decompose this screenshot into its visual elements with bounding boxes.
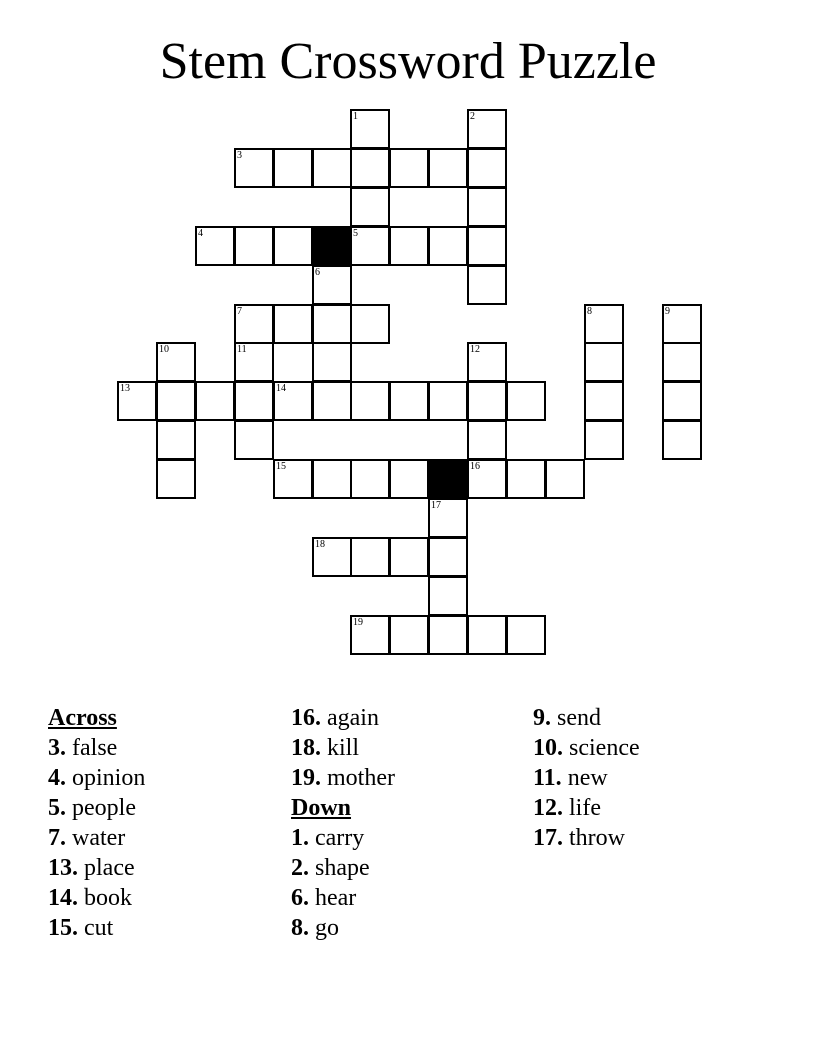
clue-text: place (84, 855, 135, 881)
clue-item (533, 703, 640, 733)
crossword-cell[interactable] (389, 537, 429, 577)
black-square (312, 226, 352, 266)
crossword-cell[interactable] (156, 420, 196, 460)
clue-number-7: 7 (237, 306, 242, 317)
crossword-cell[interactable] (234, 342, 274, 382)
clue-item (291, 733, 395, 763)
clue-number-12: 12 (470, 344, 480, 355)
crossword-cell[interactable] (350, 615, 390, 655)
crossword-cell[interactable] (467, 226, 507, 266)
clue-num: 8. (291, 915, 309, 941)
crossword-cell[interactable] (584, 381, 624, 421)
clue-item (533, 763, 640, 793)
clue-num: 4. (48, 765, 66, 791)
clue-item (291, 913, 395, 943)
clue-number-5: 5 (353, 228, 358, 239)
clue-number-10: 10 (159, 344, 169, 355)
puzzle-title: Stem Crossword Puzzle (159, 33, 657, 90)
crossword-cell[interactable] (234, 304, 274, 344)
crossword-cell[interactable] (584, 304, 624, 344)
clue-number-14: 14 (276, 383, 286, 394)
crossword-cell[interactable] (506, 615, 546, 655)
crossword-cell[interactable] (350, 109, 390, 149)
across-heading: Across (48, 705, 117, 731)
crossword-cell[interactable] (195, 381, 235, 421)
clue-text: book (84, 885, 132, 911)
clue-item (533, 793, 640, 823)
crossword-cell[interactable] (117, 381, 157, 421)
down-heading: Down (291, 795, 352, 821)
clue-num: 14. (48, 885, 78, 911)
crossword-cell[interactable] (273, 148, 313, 188)
crossword-cell[interactable] (389, 226, 429, 266)
crossword-cell[interactable] (350, 187, 390, 227)
crossword-cell[interactable] (662, 381, 702, 421)
crossword-cell[interactable] (467, 109, 507, 149)
crossword-cell[interactable] (545, 459, 585, 499)
clue-num: 3. (48, 735, 66, 761)
clue-num: 12. (533, 795, 563, 821)
clue-item (533, 733, 640, 763)
crossword-cell[interactable] (584, 420, 624, 460)
clue-text: carry (315, 825, 365, 851)
clue-number-4: 4 (198, 228, 203, 239)
clue-num: 19. (291, 765, 321, 791)
clues-column-1 (48, 703, 145, 943)
crossword-cell[interactable] (350, 226, 390, 266)
clue-num: 17. (533, 825, 563, 851)
clue-text: kill (327, 735, 360, 761)
clue-number-9: 9 (665, 306, 670, 317)
crossword-cell[interactable] (234, 381, 274, 421)
crossword-cell[interactable] (467, 342, 507, 382)
crossword-cell[interactable] (467, 381, 507, 421)
clue-text: life (569, 795, 601, 821)
crossword-cell[interactable] (312, 459, 352, 499)
clue-item (48, 793, 145, 823)
clues-column-2 (291, 703, 395, 943)
crossword-cell[interactable] (234, 420, 274, 460)
clue-num: 2. (291, 855, 309, 881)
clues-column-3 (533, 703, 640, 853)
crossword-cell[interactable] (350, 459, 390, 499)
clue-item (48, 823, 145, 853)
crossword-cell[interactable] (389, 615, 429, 655)
crossword-cell[interactable] (428, 226, 468, 266)
crossword-cell[interactable] (312, 342, 352, 382)
clue-num: 9. (533, 705, 551, 731)
crossword-cell[interactable] (662, 420, 702, 460)
crossword-cell[interactable] (350, 381, 390, 421)
crossword-cell[interactable] (467, 187, 507, 227)
clue-text: shape (315, 855, 370, 881)
crossword-cell[interactable] (156, 342, 196, 382)
crossword-cell[interactable] (584, 342, 624, 382)
clue-item (48, 883, 145, 913)
crossword-cell[interactable] (467, 459, 507, 499)
crossword-cell[interactable] (156, 381, 196, 421)
clue-text: people (72, 795, 136, 821)
crossword-cell[interactable] (428, 576, 468, 616)
clue-item (291, 853, 395, 883)
crossword-cell[interactable] (312, 304, 352, 344)
clue-number-1: 1 (353, 111, 358, 122)
clue-item (291, 883, 395, 913)
clue-item (48, 733, 145, 763)
clue-num: 18. (291, 735, 321, 761)
clue-text: opinion (72, 765, 146, 791)
crossword-cell[interactable] (506, 459, 546, 499)
crossword-cell[interactable] (234, 226, 274, 266)
crossword-cell[interactable] (195, 226, 235, 266)
crossword-cell[interactable] (428, 537, 468, 577)
crossword-cell[interactable] (428, 148, 468, 188)
clue-item (291, 763, 395, 793)
clue-num: 6. (291, 885, 309, 911)
crossword-cell[interactable] (428, 381, 468, 421)
clue-item (48, 913, 145, 943)
clue-text: throw (569, 825, 625, 851)
crossword-cell[interactable] (350, 537, 390, 577)
crossword-cell[interactable] (428, 615, 468, 655)
black-square (428, 459, 468, 499)
crossword-cell[interactable] (312, 265, 352, 305)
crossword-cell[interactable] (350, 304, 390, 344)
clue-text: go (315, 915, 339, 941)
crossword-cell[interactable] (662, 304, 702, 344)
crossword-cell[interactable] (428, 498, 468, 538)
clue-item (291, 703, 395, 733)
crossword-cell[interactable] (234, 148, 274, 188)
crossword-cell[interactable] (467, 615, 507, 655)
crossword-cell[interactable] (389, 381, 429, 421)
crossword-cell[interactable] (350, 148, 390, 188)
clue-number-18: 18 (315, 539, 325, 550)
clue-num: 16. (291, 705, 321, 731)
clue-number-2: 2 (470, 111, 475, 122)
clue-num: 11. (533, 765, 562, 791)
crossword-cell[interactable] (273, 226, 313, 266)
clue-number-8: 8 (587, 306, 592, 317)
clue-text: again (327, 705, 379, 731)
clue-text: hear (315, 885, 357, 911)
crossword-cell[interactable] (389, 148, 429, 188)
clue-text: new (567, 765, 608, 791)
crossword-cell[interactable] (273, 381, 313, 421)
clue-text: send (557, 705, 601, 731)
clue-item (48, 763, 145, 793)
clue-text: mother (327, 765, 395, 791)
clue-item (48, 853, 145, 883)
clue-num: 1. (291, 825, 309, 851)
clue-num: 10. (533, 735, 563, 761)
clue-number-17: 17 (431, 500, 441, 511)
crossword-cell[interactable] (273, 304, 313, 344)
clue-num: 5. (48, 795, 66, 821)
clue-number-13: 13 (120, 383, 130, 394)
clue-number-3: 3 (237, 150, 242, 161)
clue-num: 13. (48, 855, 78, 881)
clue-text: water (72, 825, 126, 851)
crossword-cell[interactable] (467, 265, 507, 305)
clue-num: 15. (48, 915, 78, 941)
clue-number-11: 11 (237, 344, 247, 355)
crossword-cell[interactable] (662, 342, 702, 382)
clue-item (291, 823, 395, 853)
clue-number-19: 19 (353, 617, 363, 628)
crossword-cell[interactable] (312, 537, 352, 577)
crossword-cell[interactable] (467, 148, 507, 188)
clue-text: false (72, 735, 118, 761)
clue-text: cut (84, 915, 114, 941)
clue-number-15: 15 (276, 461, 286, 472)
crossword-cell[interactable] (467, 420, 507, 460)
crossword-cell[interactable] (506, 381, 546, 421)
clue-number-6: 6 (315, 267, 320, 278)
crossword-cell[interactable] (389, 459, 429, 499)
clue-num: 7. (48, 825, 66, 851)
clue-item (533, 823, 640, 853)
crossword-cell[interactable] (273, 459, 313, 499)
crossword-cell[interactable] (312, 381, 352, 421)
clue-number-16: 16 (470, 461, 480, 472)
crossword-cell[interactable] (312, 148, 352, 188)
clue-text: science (569, 735, 640, 761)
crossword-cell[interactable] (156, 459, 196, 499)
